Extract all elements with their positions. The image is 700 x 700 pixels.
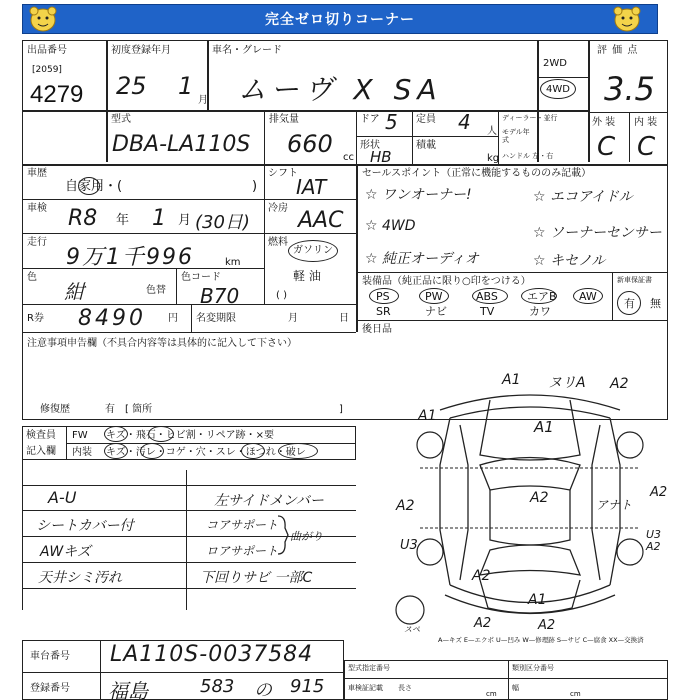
type-label: 型式: [111, 114, 131, 125]
divider: [508, 660, 509, 700]
mark-a2-roof: A2: [530, 490, 549, 506]
inspection-month-unit: 月: [178, 213, 192, 228]
plate-kana: の: [254, 680, 272, 700]
divider: [356, 136, 498, 137]
divider: [537, 40, 539, 162]
first-reg-label: 初度登録年月: [111, 45, 171, 56]
divider: [356, 110, 357, 165]
recycle-unit: 円: [168, 313, 178, 324]
equip-navi: ナビ: [425, 305, 447, 318]
lot-code: [2059]: [32, 65, 62, 75]
mileage-label: 走行: [27, 237, 47, 248]
mark-a2-left: A2: [396, 498, 415, 514]
sales-point-6: ☆ キセノル: [533, 253, 606, 269]
plate-class: 583: [200, 676, 235, 697]
inspection-label: 車検: [27, 203, 47, 214]
handle-label: ハンドル 左・右: [502, 152, 554, 160]
displacement-unit: cc: [343, 152, 354, 163]
mark-a1-hood: A1: [534, 418, 554, 436]
shape-label: 形状: [360, 140, 380, 151]
interior-label: 内 装: [634, 117, 658, 128]
first-reg-unit: 月: [198, 95, 208, 106]
load-label: 積載: [416, 140, 436, 151]
mark-a2-bumper-center: A2: [538, 618, 556, 633]
fw-circle-mark: [148, 426, 174, 442]
drive-2wd: 2WD: [543, 58, 567, 69]
mark-u3-right: U3: [646, 528, 662, 541]
divider: [22, 332, 356, 333]
color-value: 紺: [64, 280, 84, 304]
vehicle-cert-label: 車検証記載: [348, 684, 383, 692]
equip-airbag: エアB: [527, 290, 557, 303]
first-reg-month: 1: [178, 72, 194, 100]
divider: [356, 320, 668, 321]
color-code-value: B70: [200, 284, 240, 308]
color-label: 色: [27, 272, 37, 283]
exterior-grade: C: [597, 132, 616, 162]
dealer-label: ディーラー・並行: [502, 114, 558, 122]
divider: [412, 110, 413, 165]
repair-close: ]: [339, 404, 343, 415]
shift-label: シフト: [268, 168, 298, 179]
inspector-label-1: 検査員: [26, 430, 56, 441]
note-left-3: AWキズ: [40, 544, 91, 560]
sales-points-label: セールスポイント（正常に機能するもののみ記載）: [362, 168, 592, 179]
model-label: 車名・グレード: [212, 45, 282, 56]
mark-u3-left: U3: [400, 538, 418, 553]
interior-items: キズ・汚レ・コゲ・穴・スレ・ほつれ・破レ: [106, 447, 306, 458]
cert-box: [344, 660, 668, 700]
equip-aw: AW: [579, 290, 597, 303]
divider: [538, 77, 588, 78]
doors-value: 5: [385, 110, 398, 134]
bracket-icon: [276, 514, 290, 556]
chassis-value: LA110S-0037584: [110, 642, 314, 667]
divider: [106, 40, 108, 162]
equipment-label: 装備品（純正品に限り○印をつける）: [362, 276, 531, 287]
drive-4wd: 4WD: [546, 84, 570, 95]
lot-number: 4279: [30, 81, 84, 108]
divider: [356, 164, 358, 332]
divider: [612, 272, 613, 320]
inspection-day: (30日): [195, 212, 250, 233]
mark-spare: スペ: [404, 625, 420, 634]
mark-a2-front-right: A2: [610, 376, 629, 392]
mascot-right-icon: [612, 5, 642, 33]
model-year-label: モデル年式: [502, 128, 530, 144]
plate-number: 915: [290, 676, 325, 697]
after-label: 後日品: [362, 324, 392, 335]
equip-pw: PW: [425, 290, 443, 303]
mark-anato: アナト: [596, 498, 633, 512]
width-unit: cm: [570, 690, 581, 698]
fw-circle-mark: [104, 426, 128, 442]
interior-circle-mark: [241, 443, 265, 459]
sales-point-5: ☆ 純正オーディオ: [365, 251, 479, 267]
fuel-label: 燃料: [268, 237, 288, 248]
name-change-label: 名変期限: [196, 313, 236, 324]
doors-label: ドア: [360, 114, 380, 125]
mileage-value: 9万1千996: [66, 245, 194, 270]
interior-circle-mark: [278, 443, 318, 459]
note-right-2: コアサポート: [206, 518, 279, 532]
divider: [629, 112, 630, 162]
inspector-label-2: 記入欄: [26, 446, 56, 457]
first-reg-year: 25: [116, 72, 147, 100]
note-left-4: 天井シミ汚れ: [38, 570, 122, 586]
note-left-1: A-U: [48, 488, 77, 507]
category-label: 類別区分番号: [512, 664, 554, 672]
divider: [22, 562, 356, 563]
score-value: 3.5: [604, 70, 655, 108]
notes-label: 注意事項申告欄（不具合内容等は具体的に記入して下さい）: [27, 338, 297, 349]
mark-a1-rear: A1: [528, 592, 547, 608]
shift-value: IAT: [296, 175, 327, 199]
divider: [176, 268, 177, 304]
mileage-unit: km: [225, 257, 241, 268]
sales-point-4: ☆ ソーナーセンサー: [533, 225, 662, 241]
capacity-value: 4: [458, 110, 471, 134]
divider: [22, 485, 356, 486]
plate-region: 福島: [108, 679, 148, 700]
divider: [356, 272, 668, 273]
inspection-month: 1: [152, 206, 166, 231]
divider: [344, 678, 668, 679]
fuel-paren: ( ): [276, 290, 287, 301]
mark-a1-left-front: A1: [418, 408, 437, 424]
divider: [22, 672, 344, 673]
divider: [22, 510, 356, 511]
mascot-left-icon: [28, 5, 58, 33]
repair-place: [ 箇所: [125, 404, 153, 415]
usage-label: 車歴: [27, 168, 47, 179]
length-unit: cm: [486, 690, 497, 698]
fuel-gas: ガソリン: [293, 245, 333, 256]
mark-a2-rear-right: A2: [646, 540, 661, 553]
equip-sr: SR: [376, 305, 391, 318]
divider: [100, 640, 101, 700]
displacement-value: 660: [287, 130, 333, 158]
model-name: ムーヴ X SA: [238, 73, 443, 106]
fuel-diesel: 軽 油: [293, 269, 321, 283]
color-change-label: 色替: [146, 285, 166, 296]
load-unit: kg: [487, 153, 500, 164]
capacity-unit: 人: [487, 126, 497, 137]
repair-label: 修復歴: [40, 404, 70, 415]
divider: [186, 470, 187, 610]
exterior-label: 外 装: [592, 117, 616, 128]
width-label: 幅: [512, 684, 519, 692]
note-bracket-text: 曲がり: [290, 530, 323, 543]
fw-label: FW: [72, 430, 88, 441]
mark-nuri-a: ヌリA: [548, 375, 586, 391]
divider: [588, 112, 668, 113]
warranty-no: 無: [650, 297, 661, 310]
divider: [22, 233, 356, 234]
sales-point-3: ☆ 4WD: [365, 218, 416, 234]
length-label: 長さ: [398, 684, 412, 692]
interior-circle-mark: [104, 443, 128, 459]
usage-circle-mark: [78, 177, 100, 195]
divider: [588, 40, 590, 162]
recycle-value: 8490: [78, 306, 146, 331]
divider: [22, 199, 264, 200]
color-code-label: 色コード: [181, 272, 221, 283]
plate-label: 登録番号: [30, 683, 70, 694]
note-right-4: 下回りサビ 一部C: [200, 570, 313, 586]
type-cert-label: 型式指定番号: [348, 664, 390, 672]
inspection-year-unit: 年: [116, 213, 130, 228]
score-label: 評 価 点: [597, 45, 639, 56]
repair-value: 有: [105, 404, 115, 415]
divider: [191, 304, 192, 332]
aircon-label: 冷房: [268, 203, 288, 214]
mark-a1-front: A1: [502, 372, 521, 388]
note-right-1: 左サイドメンバー: [214, 493, 324, 509]
usage-close: ): [252, 179, 258, 194]
mark-a2-bumper-left: A2: [474, 616, 492, 631]
divider: [22, 164, 668, 166]
banner-title: 完全ゼロ切りコーナー: [265, 12, 415, 28]
lot-label: 出品番号: [27, 45, 67, 56]
type-value: DBA-LA110S: [112, 132, 251, 157]
sales-point-2: ☆ エコアイドル: [533, 189, 633, 205]
interior-grade: C: [637, 132, 656, 162]
mark-a2-right: A2: [650, 485, 668, 500]
name-change-month: 月: [288, 313, 298, 324]
inspection-era: R8: [68, 206, 98, 231]
divider: [264, 110, 265, 165]
diagram-legend: A—キズ E—エクボ U—凹み W—修理跡 S—サビ C—腐食 XX—交換済: [438, 636, 644, 644]
interior-circle-mark: [140, 443, 164, 459]
divider: [22, 110, 588, 112]
interior-items-label: 内装: [72, 447, 92, 458]
warranty-yes: 有: [624, 297, 635, 310]
divider: [264, 164, 265, 304]
name-change-day: 日: [339, 313, 349, 324]
divider: [22, 588, 356, 589]
equip-leather: カワ: [529, 305, 551, 318]
fw-items: キズ・飛石・ヒビ割・リペア跡・×要: [106, 430, 274, 441]
note-right-3: ロアサポート: [206, 544, 279, 558]
shape-value: HB: [370, 148, 392, 166]
divider: [264, 199, 356, 200]
note-left-2: シートカバー付: [36, 518, 134, 534]
corner-banner: [22, 4, 658, 34]
equip-abs: ABS: [476, 290, 498, 303]
new-car-warranty-label: 新車保証書: [617, 276, 652, 284]
chassis-label: 車台番号: [30, 651, 70, 662]
equip-ps: PS: [376, 290, 390, 303]
usage-value: 自家用・(: [65, 179, 123, 194]
mark-a2-rear-left: A2: [472, 568, 491, 584]
recycle-label: R券: [27, 313, 44, 324]
aircon-value: AAC: [298, 208, 344, 233]
sales-point-1: ☆ ワンオーナー!: [365, 187, 472, 203]
equip-tv: TV: [480, 305, 495, 318]
capacity-label: 定員: [416, 114, 436, 125]
displacement-label: 排気量: [269, 114, 299, 125]
